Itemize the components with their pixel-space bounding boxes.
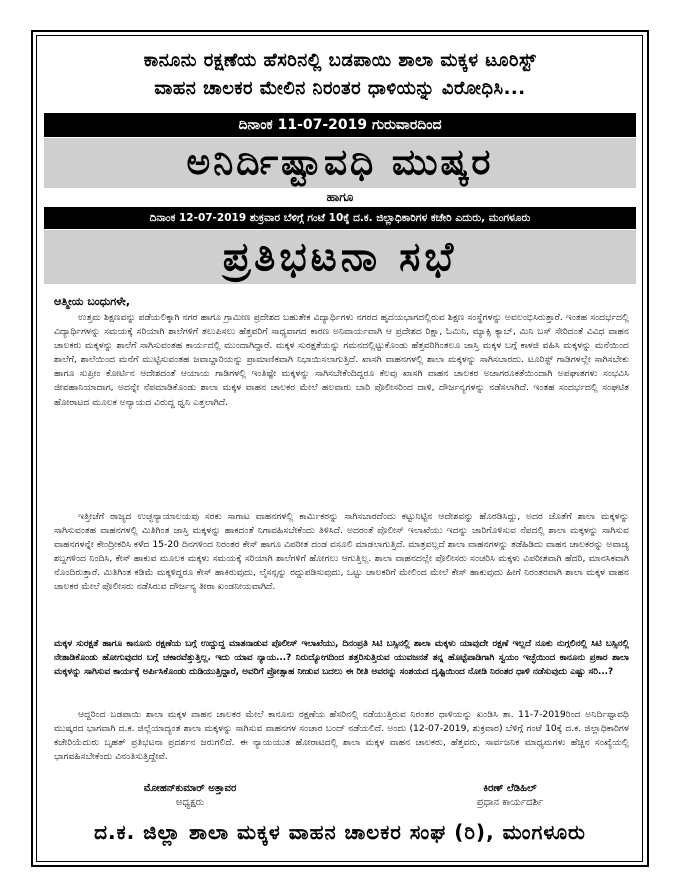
paragraph-1: ಉತ್ತಮ ಶಿಕ್ಷಣವನ್ನು ಪಡೆಯಲಿಕ್ಕಾಗಿ ನಗರ ಹಾಗೂ ಗ್ರಾಮೀಣ ಪ್ರದೇಶದ ಬಹುತೇಕ ವಿದ್ಯಾರ್ಥಿಗಳು ನಗರದ ಹೃದಯಭಾಗದಲ್ಲಿರುವ ಶಿಕ್ಷಣ ಸಂಸ್ಥೆಗಳನ್ನು ಅವಲಂಭಿಸಿರುತ್ತಾರೆ. ಇಂತಹ ಸಂದರ್ಭದಲ್ಲಿ ವಿದ್ಯಾರ್ಥಿಗಳನ್ನು ಸಮಯಕ್ಕೆ ಸರಿಯಾಗಿ ಶಾಲೆಗಳಿಗೆ ತಲುಪಿಸಲು ಹೆತ್ತವರಿಗೆ ಸಾಧ್ಯವಾಗದ ಕಾರಣ ಅನಿವಾರ್ಯವಾಗಿ ಆ ಪ್ರದೇಶದ ರಿಕ್ಷಾ, ಓಮಿನಿ, ಮ್ಯಾಕ್ಸಿ ಕ್ಯಾಬ್, ಮಿನಿ ಬಸ್ ಸೇರಿದಂತೆ ವಿವಿಧ ವಾಹನ ಚಾಲಕರು ಮಕ್ಕಳನ್ನು ಶಾಲೆಗೆ ಸಾಗಿಸುವಂತಹ ಕಾರ್ಯದಲ್ಲಿ ಮುಂದಾಗಿದ್ದಾರೆ. ಮಕ್ಕಳ ಸುರಕ್ಷತೆಯನ್ನು ಗಮನದಲ್ಲಿಟ್ಟುಕೊಂಡು ಹೆತ್ತವರಿಗಿಂತಲೂ ಜಾಸ್ತಿ ಮಕ್ಕಳ ಬಗ್ಗೆ ಕಾಳಜಿ ವಹಿಸಿ ಮಕ್ಕಳನ್ನು ಮನೆಯಿಂದ ಶಾಲೆಗೆ, ಶಾಲೆಯಿಂದ ಮನೆಗೆ ಮುಟ್ಟಿಸುವಂತಹ ಜವಾಬ್ದಾರಿಯನ್ನು ಪ್ರಾಮಾಣಿಕವಾಗಿ ನಿಭಾಯಿಸಲಾಗುತ್ತಿದೆ. ಖಾಸಗಿ ವಾಹನಗಳಲ್ಲಿ ಶಾಲಾ ಮಕ್ಕಳನ್ನು ಸಾಗಿಸಬಾರದು. ಟೂರಿಸ್ಟ್ ಗಾಡಿಗಳಲ್ಲೇ ಸಾಗಿಸಬೇಕು ಹಾಗೂ ಸುಪ್ರೀಂ ಕೋರ್ಟಿನ ಆದೇಶದಂತೆ ಆಯಾಯ ಗಾಡಿಗಳಲ್ಲಿ ಇಂತಿಷ್ಟೇ ಮಕ್ಕಳನ್ನು ಸಾಗಿಸಬೇಕೆಂದಿದ್ದರೂ ಕೆಲವು ಖಾಸಗಿ ವಾಹನ ಚಾಲಕರ ಅಜಾಗರೂಕತೆಯಿಂದಾಗಿ ಅಪಘಾತಗಳು ಸಂಭವಿಸಿ ಜೀವಹಾನಿಯಾದಾಗ, ಅದನ್ನೇ ನೆಪಮಾಡಿಕೊಂಡು ಶಾಲಾ ಮಕ್ಕಳ ವಾಹನ ಚಾಲಕರ ಮೇಲೆ ಹಲವಾರು ಬಾರಿ ಪೊಲೀಸರಿಂದ ದಾಳಿ, ದೌರ್ಜನ್ಯಗಳನ್ನು ನಡೆಸಲಾಗಿದೆ. ಇಂತಹ ಸಂದರ್ಭದಲ್ಲಿ ಸಂಘಟಿತ ಹೋರಾಟದ ಮೂಲಕ ಅನ್ಯಾಯದ ವಿರುದ್ಧ ಧ್ವನಿ ಎತ್ತಲಾಗಿದೆ. — [54, 312, 629, 408]
signature-left-name: ಮೋಹನ್‌ಕುಮಾರ್ ಅತ್ತಾವರ — [143, 783, 237, 794]
headline-line-2: ವಾಹನ ಚಾಲಕರ ಮೇಲಿನ ನಿರಂತರ ಧಾಳಿಯನ್ನು ವಿರೋಧಿಸಿ... — [154, 78, 526, 99]
connector-text: ಹಾಗೂ — [326, 190, 354, 204]
protest-date-banner: ದಿನಾಂಕ 12-07-2019 ಶುಕ್ರವಾರ ಬೆಳಿಗ್ಗೆ ಗಂಟೆ 10ಕ್ಕೆ ದ.ಕ. ಜಿಲ್ಲಾಧಿಕಾರಿಗಳ ಕಚೇರಿ ಎದುರು, ಮಂಗಳೂರು — [44, 207, 636, 229]
strike-date-banner: ದಿನಾಂಕ 11-07-2019 ಗುರುವಾರದಿಂದ — [44, 113, 636, 137]
signature-right — [430, 782, 590, 810]
paragraph-2-emphasis: ಮಕ್ಕಳ ಸುರಕ್ಷತೆ ಹಾಗೂ ಕಾನೂನು ರಕ್ಷಣೆಯ ಬಗ್ಗೆ ಉದ್ದುದ್ದ ಮಾತನಾಡುವ ಪೊಲೀಸ್ ಇಲಾಖೆಯು, ದಿನಂಪ್ರತಿ ಸಿಟಿ ಬಸ್ಸಿನಲ್ಲಿ ಶಾಲಾ ಮಕ್ಕಳು ಯಾವುದೇ ರಕ್ಷಣೆ ಇಲ್ಲದೆ ನೂಕು ನುಗ್ಗಲಿನಲ್ಲಿ ಸಿಟಿ ಬಸ್ಸಿನಲ್ಲಿ ನೇತಾಡಿಕೊಂಡು ಹೋಗುವುದರ ಬಗ್ಗೆ ಚಕಾರವೆತ್ತುತ್ತಿಲ್ಲ. ಇದು ಯಾವ ನ್ಯಾಯ...? ನಿರುದ್ಯೋಗದಿಂದ ತತ್ತರಿಸುತ್ತಿರುವ ಯುವಜನತೆ ತನ್ನ ಹೊಟ್ಟೆಪಾಡಿಗಾಗಿ ಸ್ವಯಂ ಇಚ್ಛೆಯಿಂದ ಕಾನೂನು ಪ್ರಕಾರ ಶಾಲಾ ಮಕ್ಕಳನ್ನು ಸಾಗಿಸುವ ಕಾರ್ಯಕ್ಕೆ ಅರ್ಪಿಸಿಕೊಂಡು ದುಡಿಯುತ್ತಿದ್ದಾರೆ, ಅವರಿಗೆ ಪ್ರೋತ್ಸಾಹ ನೀಡುವ ಬದಲು ಈ ರೀತಿ ಅವರನ್ನು ಸಂಶಯದ ದೃಷ್ಟಿಯಿಂದ ನೋಡಿ ನಿರಂತರ ಧಾಳಿ ನಡೆಸುವುದು ಎಷ್ಟು ಸರಿ...? — [54, 639, 629, 678]
signature-right-role: ಪ್ರಧಾನ ಕಾರ್ಯದರ್ಶಿ — [476, 797, 544, 808]
paragraph-3: ಆದ್ದರಿಂದ ಬಡಪಾಯಿ ಶಾಲಾ ಮಕ್ಕಳ ವಾಹನ ಚಾಲಕರ ಮೇಲೆ ಕಾನೂನು ರಕ್ಷಣೆಯ ಹೆಸರಿನಲ್ಲಿ ನಡೆಯುತ್ತಿರುವ ನಿರಂತರ ಧಾಳಿಯನ್ನು ಖಂಡಿಸಿ ತಾ. 11-7-2019ರಿಂದ ಅನಿರ್ದಿಷ್ಟಾವಧಿ ಮುಷ್ಕರದ ಭಾಗವಾಗಿ ದ.ಕ. ಜಿಲ್ಲೆಯಾದ್ಯಂತ ಶಾಲಾ ಮಕ್ಕಳನ್ನು ಸಾಗಿಸುವ ವಾಹನಗಳ ಸಂಚಾರ ಬಂದ್ ನಡೆಯಲಿದೆ. ಅಂದು (12-07-2019, ಶುಕ್ರವಾರ) ಬೆಳಿಗ್ಗೆ ಗಂಟೆ 10ಕ್ಕೆ ದ.ಕ. ಜಿಲ್ಲಾಧಿಕಾರಿಗಳ ಕಚೇರಿಯೆದುರು ಬೃಹತ್ ಪ್ರತಿಭಟನಾ ಪ್ರದರ್ಶನ ಜರುಗಲಿದೆ. ಈ ನ್ಯಾಯಯುತ ಹೋರಾಟದಲ್ಲಿ ಶಾಲಾ ಮಕ್ಕಳ ವಾಹನ ಚಾಲಕರು, ಹೆತ್ತವರು, ಸಾರ್ವಜನಿಕ ಮಾಧ್ಯಮಗಳು ಹೆಚ್ಚಿನ ಸಂಖ್ಯೆಯಲ್ಲಿ ಭಾಗವಹಿಸಬೇಕೆಂದು ವಿನಂತಿಸುತ್ತಿದ್ದೇವೆ. — [54, 709, 629, 763]
strike-title: ಅನಿರ್ದಿಷ್ಟಾವಧಿ ಮುಷ್ಕರ — [44, 138, 636, 188]
paragraph-2: ಇತ್ತೀಚೆಗೆ ರಾಜ್ಯದ ಉಚ್ಛನ್ಯಾಯಾಲಯವು ಸರಕು ಸಾಗಾಟ ವಾಹನಗಳಲ್ಲಿ ಕಾರ್ಮಿಕರನ್ನು ಸಾಗಿಸಬಾರದೆಂದು ಕಟ್ಟುನಿಟ್ಟಿನ ಆದೇಶವನ್ನು ಹೊರಡಿಸಿದ್ದು, ಅದರ ಜೊತೆಗೆ ಶಾಲಾ ಮಕ್ಕಳನ್ನು ಸಾಗಿಸುವಂತಹ ವಾಹನಗಳಲ್ಲಿ ಮಿತಿಗಿಂತ ಜಾಸ್ತಿ ಮಕ್ಕಳನ್ನು ಹಾಕದಂತೆ ನಿಗಾವಹಿಸಬೇಕೆಂದು ತಿಳಿಸಿದೆ. ಅದರಂತೆ ಪೊಲೀಸ್ ಇಲಾಖೆಯು ಇದನ್ನು ಜಾರಿಗೊಳಿಸುವ ನೆಪದಲ್ಲಿ ಶಾಲಾ ಮಕ್ಕಳನ್ನು ಸಾಗಿಸುವ ವಾಹನಗಳನ್ನೇ ಕೇಂದ್ರೀಕರಿಸಿ ಕಳೆದ 15-20 ದಿನಗಳಿಂದ ನಿರಂತರ ಕೇಸ್ ಹಾಗೂ ವಿಪರೀತ ದಂಡ ವಸೂಲಿ ಮಾಡಲಾಗುತ್ತಿದೆ. ಮಾತ್ರವಲ್ಲದೆ ಶಾಲಾ ವಾಹನಗಳನ್ನು ತಡೆಹಿಡಿದು ವಾಹನ ಚಾಲಕರನ್ನು ಅವಾಚ್ಯ ಶಬ್ದಗಳಿಂದ ನಿಂದಿಸಿ, ಕೇಸ್ ಹಾಕುವ ಮೂಲಕ ಮಕ್ಕಳು ಸಮಯಕ್ಕೆ ಸರಿಯಾಗಿ ಶಾಲೆಗಳಿಗೆ ಹೋಗಲು ಆಗುತ್ತಿಲ್ಲ. ಶಾಲಾ ವಾಹನದಲ್ಲೇ ಪೊಲೀಸರು ಸಂಚರಿಸಿ ಮಕ್ಕಳು ವಿಪರೀತವಾಗಿ ಹೆದರಿ, ಮಾನಸಿಕವಾಗಿ ನೊಂದಿರುತ್ತಾರೆ. ಮಿತಿಗಿಂತ ಕಡಿಮೆ ಮಕ್ಕಳಿದ್ದರೂ ಕೇಸ್ ಹಾಕಿರುವುದು, ಲೈಸನ್ಸನ್ನು ರದ್ದುಪಡಿಸುವುದು, ಒಟ್ಟು ಚಾಲಕರಿಗೆ ಮೇಲಿಂದ ಮೇಲೆ ಕೇಸ್ ಹಾಕುವುದು ಹೀಗೆ ನಿರಂತರವಾಗಿ ಶಾಲಾ ಮಕ್ಕಳ ವಾಹನ ಚಾಲಕರ ಮೇಲೆ ಪೊಲೀಸರು ನಡೆಸಿರುವ ದೌರ್ಜನ್ಯ ತೀರಾ ಖಂಡನೀಯವಾಗಿದೆ. — [54, 511, 629, 593]
headline-line-1: ಕಾನೂನು ರಕ್ಷಣೆಯ ಹೆಸರಿನಲ್ಲಿ ಬಡಪಾಯಿ ಶಾಲಾ ಮಕ್ಕಳ ಟೂರಿಸ್ಟ್ — [143, 50, 537, 71]
signature-left — [110, 782, 270, 810]
signature-right-name: ಕಿರಣ್ ಲೆಡಿಹಿಲ್ — [483, 783, 537, 794]
signature-left-role: ಅಧ್ಯಕ್ಷರು — [175, 797, 205, 808]
organization-footer: ದ.ಕ. ಜಿಲ್ಲಾ ಶಾಲಾ ಮಕ್ಕಳ ವಾಹನ ಚಾಲಕರ ಸಂಘ (ರಿ), ಮಂಗಳೂರು — [94, 820, 586, 844]
salutation: ಆತ್ಮೀಯ ಬಂಧುಗಳೇ, — [54, 295, 130, 308]
protest-title: ಪ್ರತಿಭಟನಾ ಸಭೆ — [44, 230, 636, 284]
